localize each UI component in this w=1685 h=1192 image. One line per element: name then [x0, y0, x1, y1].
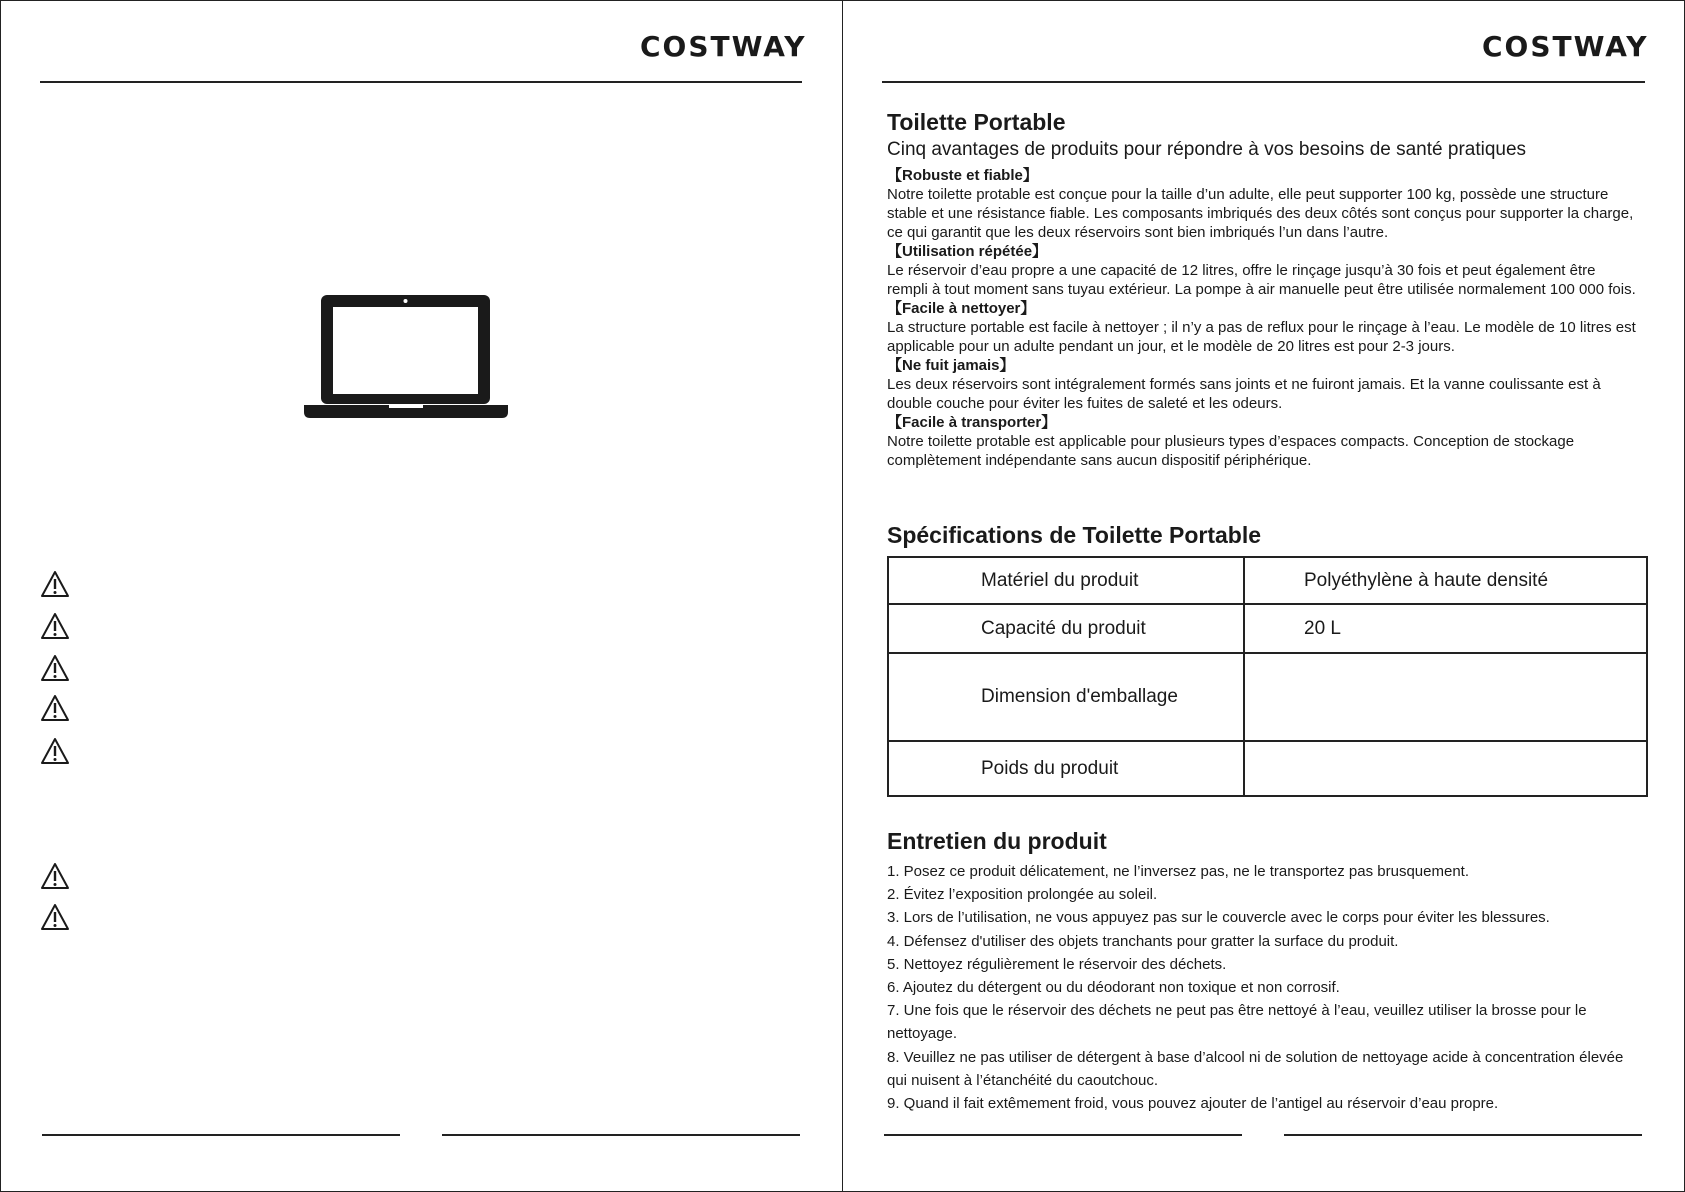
list-item: 8. Veuillez ne pas utiliser de détergent à base d’alcool ni de solution de nettoyage acide à concentration élevée qui nuisent à l’étanchéité du caoutchouc.: [887, 1048, 1624, 1089]
warning-icon: [40, 612, 70, 640]
page-title: Toilette Portable: [887, 109, 1066, 135]
list-item: 5. Nettoyez régulièrement le réservoir des déchets.: [887, 955, 1227, 973]
spec-label: Matériel du produit: [888, 557, 1244, 604]
feature-item: [887, 413, 1637, 470]
laptop-icon: [304, 292, 508, 422]
header-rule-left: [40, 81, 802, 83]
maintenance-list: [887, 860, 1637, 1115]
list-item: 2. Évitez l’exposition prolongée au soleil.: [887, 886, 1158, 904]
feature-title: 【Facile à transporter】: [887, 414, 1057, 431]
warning-icon: [40, 862, 70, 890]
feature-title: 【Utilisation répétée】: [887, 243, 1048, 260]
spec-label: Dimension d'emballage: [888, 653, 1244, 741]
feature-item: [887, 166, 1637, 242]
brand-logo-left: COSTWAY: [640, 30, 807, 63]
feature-item: [887, 356, 1637, 413]
spec-label: Poids du produit: [888, 741, 1244, 796]
feature-text: Le réservoir d’eau propre a une capacité de 12 litres, offre le rinçage jusqu’à 30 fois et peut également être rempli à tout moment sans tuyau extérieur. La pompe à air manuelle peut être utilisée normalement 100 000 fois.: [887, 262, 1636, 298]
feature-text: Les deux réservoirs sont intégralement formés sans joints et ne fuiront jamais. Et la vanne coulissante est à double couche pour éviter les fuites de saleté et les odeurs.: [887, 376, 1601, 412]
footer-rule-left-2: [442, 1134, 800, 1136]
header-rule-right: [882, 81, 1645, 83]
footer-rule-right-2: [1284, 1134, 1642, 1136]
feature-title: 【Robuste et fiable】: [887, 167, 1038, 184]
spec-value: Polyéthylène à haute densité: [1244, 557, 1647, 604]
feature-text: La structure portable est facile à nettoyer ; il n’y a pas de reflux pour le rinçage à l’eau. Le modèle de 10 litres est applicable pour un adulte pendant un jour, et le modèle de 20 litres est pour 2-3 jours.: [887, 319, 1636, 355]
warning-icon: [40, 694, 70, 722]
footer-rule-right-1: [884, 1134, 1242, 1136]
maintenance-heading: Entretien du produit: [887, 828, 1107, 854]
page-divider: [842, 0, 843, 1192]
page-subtitle: Cinq avantages de produits pour répondre à vos besoins de santé pratiques: [887, 139, 1527, 160]
feature-list: [887, 166, 1637, 470]
table-row: [888, 653, 1647, 741]
warning-icon: [40, 570, 70, 598]
specs-heading: Spécifications de Toilette Portable: [887, 522, 1262, 548]
feature-title: 【Ne fuit jamais】: [887, 357, 1015, 374]
spec-label: Capacité du produit: [888, 604, 1244, 653]
feature-text: Notre toilette protable est conçue pour la taille d’un adulte, elle peut supporter 100 kg, possède une structure stable et une résistance fiable. Les composants imbriqués des deux côtés sont conçus pour supporter la charge, ce qui garantit que les deux réservoirs sont bien imbriqués l’un dans l’autre.: [887, 186, 1634, 241]
specs-table: [887, 556, 1648, 797]
list-item: 6. Ajoutez du détergent ou du déodorant non toxique et non corrosif.: [887, 979, 1340, 997]
spec-value: 20 L: [1244, 604, 1647, 653]
list-item: 4. Défensez d'utiliser des objets tranchants pour gratter la surface du produit.: [887, 932, 1399, 950]
list-item: 7. Une fois que le réservoir des déchets ne peut pas être nettoyé à l’eau, veuillez utiliser la brosse pour le nettoyage.: [887, 1002, 1587, 1043]
warning-icon: [40, 737, 70, 765]
list-item: 3. Lors de l’utilisation, ne vous appuyez pas sur le couvercle avec le corps pour éviter les blessures.: [887, 909, 1550, 927]
footer-rule-left-1: [42, 1134, 400, 1136]
table-row: [888, 604, 1647, 653]
list-item: 9. Quand il fait extêmement froid, vous pouvez ajouter de l’antigel au réservoir d’eau propre.: [887, 1095, 1499, 1113]
warning-icon: [40, 903, 70, 931]
warning-icon: [40, 654, 70, 682]
list-item: 1. Posez ce produit délicatement, ne l’inversez pas, ne le transportez pas brusquement.: [887, 863, 1469, 880]
feature-text: Notre toilette protable est applicable pour plusieurs types d’espaces compacts. Conception de stockage complètement indépendante sans aucun dispositif périphérique.: [887, 433, 1575, 469]
table-row: [888, 557, 1647, 604]
spec-value: [1244, 741, 1647, 796]
feature-item: [887, 299, 1637, 356]
spec-value: [1244, 653, 1647, 741]
brand-logo-right: COSTWAY: [1482, 30, 1649, 63]
feature-title: 【Facile à nettoyer】: [887, 300, 1036, 317]
feature-item: [887, 242, 1637, 299]
table-row: [888, 741, 1647, 796]
